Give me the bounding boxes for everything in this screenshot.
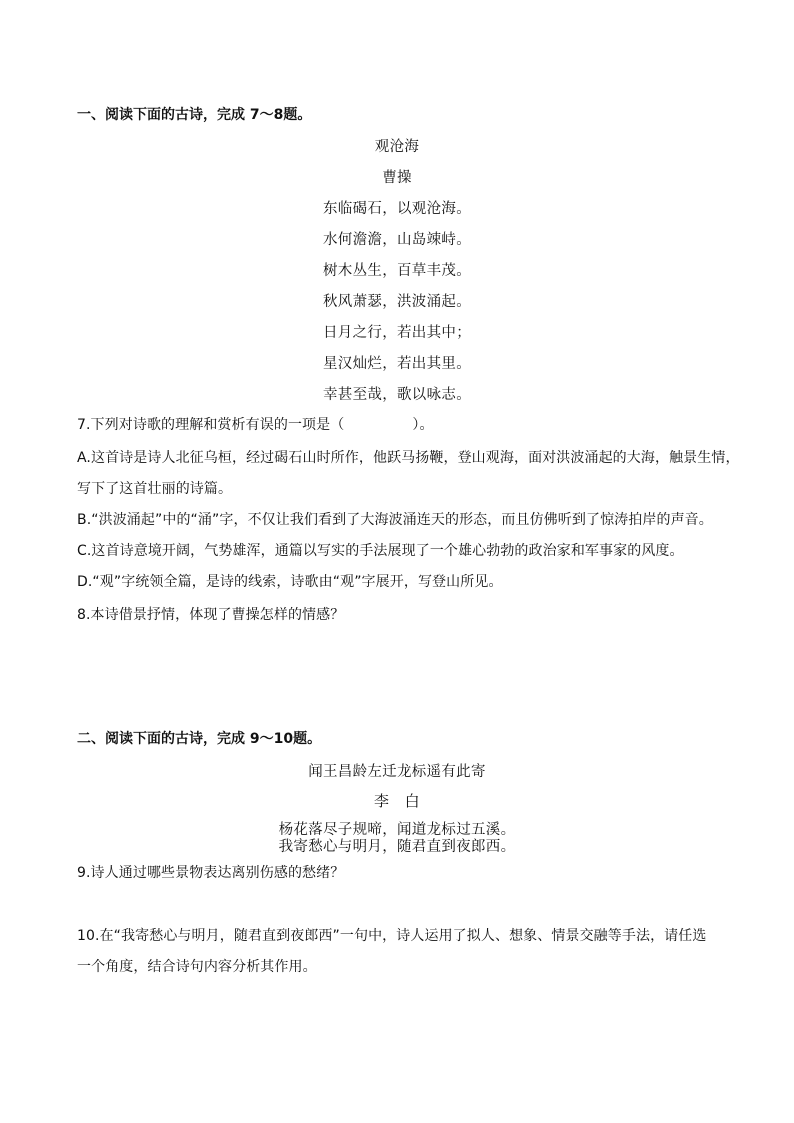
option-a-line1: A.这首诗是诗人北征乌桓，经过碣石山时所作，他跃马扬鞭，登山观海，面对洪波涌起的大海，触景生情， <box>77 450 740 466</box>
poem1-line: 水何澹澹，山岛竦峙。 <box>323 232 471 248</box>
poem1-line: 星汉灿烂，若出其里。 <box>323 356 471 372</box>
option-a-line2: 写下了这首壮丽的诗篇。 <box>77 481 233 497</box>
poem2-line: 我寄愁心与明月，随君直到夜郎西。 <box>278 839 516 855</box>
poem1-line: 秋风萧瑟，洪波涌起。 <box>323 294 471 310</box>
poem2-line: 杨花落尽子规啼，闻道龙标过五溪。 <box>278 822 516 838</box>
option-d: D.“观”字统领全篇，是诗的线索，诗歌由“观”字展开，写登山所见。 <box>77 574 503 590</box>
poem2-author: 李 白 <box>374 792 420 810</box>
question-10-line1: 10.在“我寄愁心与明月，随君直到夜郎西”一句中，诗人运用了拟人、想象、情景交融等手法，请任选 <box>77 928 707 944</box>
poem1-author: 曹操 <box>382 170 412 186</box>
section2-heading: 二、阅读下面的古诗，完成 9～10题。 <box>77 731 322 747</box>
poem1-line: 树木丛生，百草丰茂。 <box>323 263 471 279</box>
poem1-line: 幸甚至哉，歌以咏志。 <box>323 387 471 403</box>
poem2-title: 闻王昌龄左迁龙标遥有此寄 <box>308 764 486 780</box>
poem1-line: 日月之行，若出其中； <box>323 325 471 341</box>
question-8: 8.本诗借景抒情，体现了曹操怎样的情感？ <box>77 607 345 623</box>
question-9: 9.诗人通过哪些景物表达离别伤感的愁绪？ <box>77 865 345 881</box>
question-10-line2: 一个角度，结合诗句内容分析其作用。 <box>77 959 317 975</box>
question-7-stem-end: ）。 <box>412 417 434 433</box>
option-b: B.“洪波涌起”中的“涌”字，不仅让我们看到了大海波涌连天的形态，而且仿佛听到了惊涛拍岸的声音。 <box>77 512 713 528</box>
option-c: C.这首诗意境开阔，气势雄浑，通篇以写实的手法展现了一个雄心勃勃的政治家和军事家的风度。 <box>77 543 684 559</box>
section1-heading: 一、阅读下面的古诗，完成 7～8题。 <box>77 107 312 123</box>
poem1-line: 东临碣石，以观沧海。 <box>323 201 471 217</box>
poem1-title: 观沧海 <box>374 139 420 155</box>
question-7-stem <box>77 414 434 434</box>
question-7-stem-start: 7.下列对诗歌的理解和赏析有误的一项是（ <box>77 417 345 433</box>
